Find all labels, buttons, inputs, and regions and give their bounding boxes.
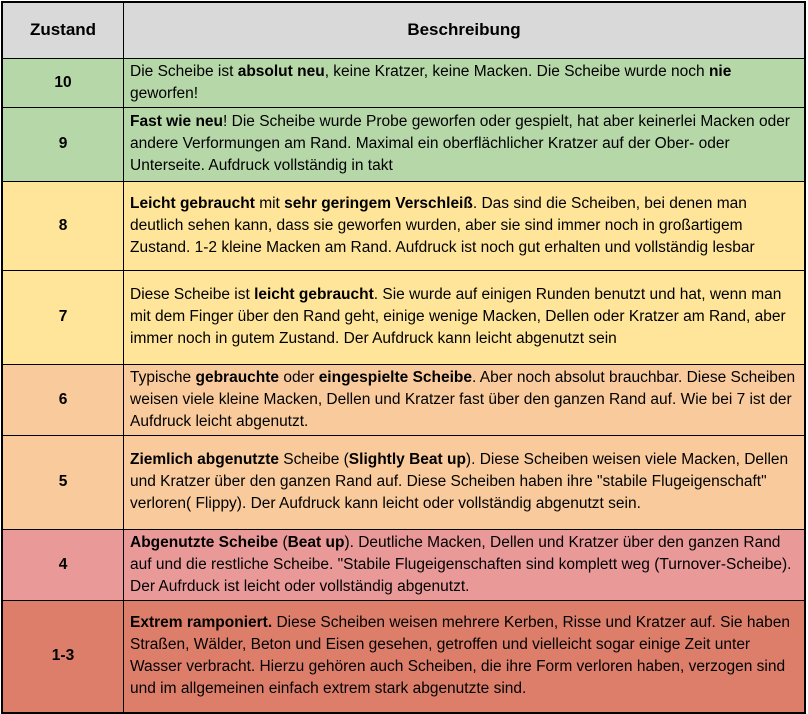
description-bold-text: sehr geringem Verschleiß (284, 194, 473, 212)
zustand-cell: 8 (2, 181, 124, 270)
beschreibung-cell (124, 270, 806, 364)
description-text: Die Scheibe ist (130, 62, 238, 80)
table-body (2, 58, 805, 713)
description-text: ). Deutliche Macken, Dellen und Kratzer über den ganzen Rand auf und die restliche Scheibe. "Stabile Flugeigenschaften sind komplett weg (Turnover-Scheibe). Der Aufrduck ist leicht oder vollständig abgenutzt. (130, 533, 792, 595)
zustand-cell: 9 (2, 107, 124, 181)
beschreibung-cell (124, 107, 806, 181)
zustand-cell: 1-3 (2, 600, 124, 713)
description-bold-text: Leicht gebraucht (130, 194, 255, 212)
zustand-column-header: Zustand (2, 2, 124, 58)
description-text: Scheibe ( (279, 451, 349, 468)
description-text: . Aber noch absolut brauchbar. Diese Scheiben weisen viele kleine Macken, Dellen und Kratzer fast über den ganzen Rand auf. Wie bei 7 ist der Aufdruck leicht abgenutzt. (130, 368, 796, 430)
table-row (2, 58, 805, 107)
description-bold-text: Ziemlich abgenutzte (130, 451, 279, 468)
beschreibung-cell (124, 181, 806, 270)
table-header (2, 2, 805, 58)
table-row (2, 435, 805, 529)
description-text: . Das sind die Scheiben, bei denen man deutlich sehen kann, dass sie geworfen wurden, aber sie sind immer noch in großartigem Zustand. 1-2 kleine Macken am Rand. Aufdruck ist noch gut erhalten und vollständig lesbar (130, 194, 755, 256)
description-text: oder (279, 368, 319, 386)
header-row (2, 2, 805, 58)
description-text: , keine Kratzer, keine Macken. Die Scheibe wurde noch (324, 62, 709, 80)
beschreibung-column-header: Beschreibung (124, 2, 806, 58)
description-bold-text: leicht gebraucht (254, 286, 374, 303)
disc-condition-table (1, 1, 806, 714)
description-text: ( (278, 533, 288, 551)
table-row (2, 181, 805, 270)
description-bold-text: Abgenutzte Scheibe (130, 533, 279, 551)
beschreibung-cell (124, 58, 806, 107)
zustand-cell: 7 (2, 270, 124, 364)
description-text: ). Diese Scheiben weisen viele Macken, Dellen und Kratzer über den ganzen Rand auf. Diese Scheiben haben ihre "stabile Flugeigenschaft" verloren( Flippy). Der Aufdruck kann leicht oder vollständig abgenutzt sein. (130, 451, 789, 512)
description-text: Typische (130, 368, 196, 386)
description-bold-text: absolut neu (237, 62, 325, 80)
description-text: mit (254, 194, 285, 212)
description-bold-text: Slightly Beat up (348, 451, 466, 468)
description-text: . Sie wurde auf einigen Runden benutzt und hat, wenn man mit dem Finger über den Rand geht, einige wenige Macken, Dellen oder Kratzer am Rand, aber immer noch in gutem Zustand. Der Aufdruck kann leicht abgenutzt sein (130, 286, 786, 347)
table-row (2, 107, 805, 181)
table-row (2, 600, 805, 713)
zustand-cell: 4 (2, 529, 124, 600)
beschreibung-cell (124, 529, 806, 600)
description-bold-text: eingespielte Scheibe (318, 368, 473, 386)
description-text: Diese Scheibe ist (130, 286, 255, 303)
description-bold-text: Fast wie neu (130, 113, 224, 130)
description-text: ! Die Scheibe wurde Probe geworfen oder gespielt, hat aber keinerlei Macken oder andere Verformungen am Rand. Maximal ein oberflächlicher Kratzer auf der Ober- oder Unterseite. Aufdruck vollständig in takt (130, 113, 790, 174)
beschreibung-cell (124, 435, 806, 529)
zustand-cell: 5 (2, 435, 124, 529)
description-bold-text: gebrauchte (195, 368, 280, 386)
description-bold-text: Beat up (287, 533, 345, 551)
table-row (2, 364, 805, 435)
description-text: geworfen! (130, 84, 199, 102)
zustand-cell: 6 (2, 364, 124, 435)
description-bold-text: Extrem ramponiert. (130, 614, 273, 632)
beschreibung-cell (124, 600, 806, 713)
table-row (2, 270, 805, 364)
description-text: Diese Scheiben weisen mehrere Kerben, Risse und Kratzer auf. Sie haben Straßen, Wälder, Beton und Eisen gesehen, getroffen und vielleicht sogar einige Zeit unter Wasser verbracht. Hierzu gehören auch Scheiben, die ihre Form verloren haben, verzogen sind und im allgemeinen einfach extrem stark abgenutzte sind. (130, 614, 790, 698)
zustand-cell: 10 (2, 58, 124, 107)
description-bold-text: nie (708, 62, 732, 80)
table-row (2, 529, 805, 600)
beschreibung-cell (124, 364, 806, 435)
